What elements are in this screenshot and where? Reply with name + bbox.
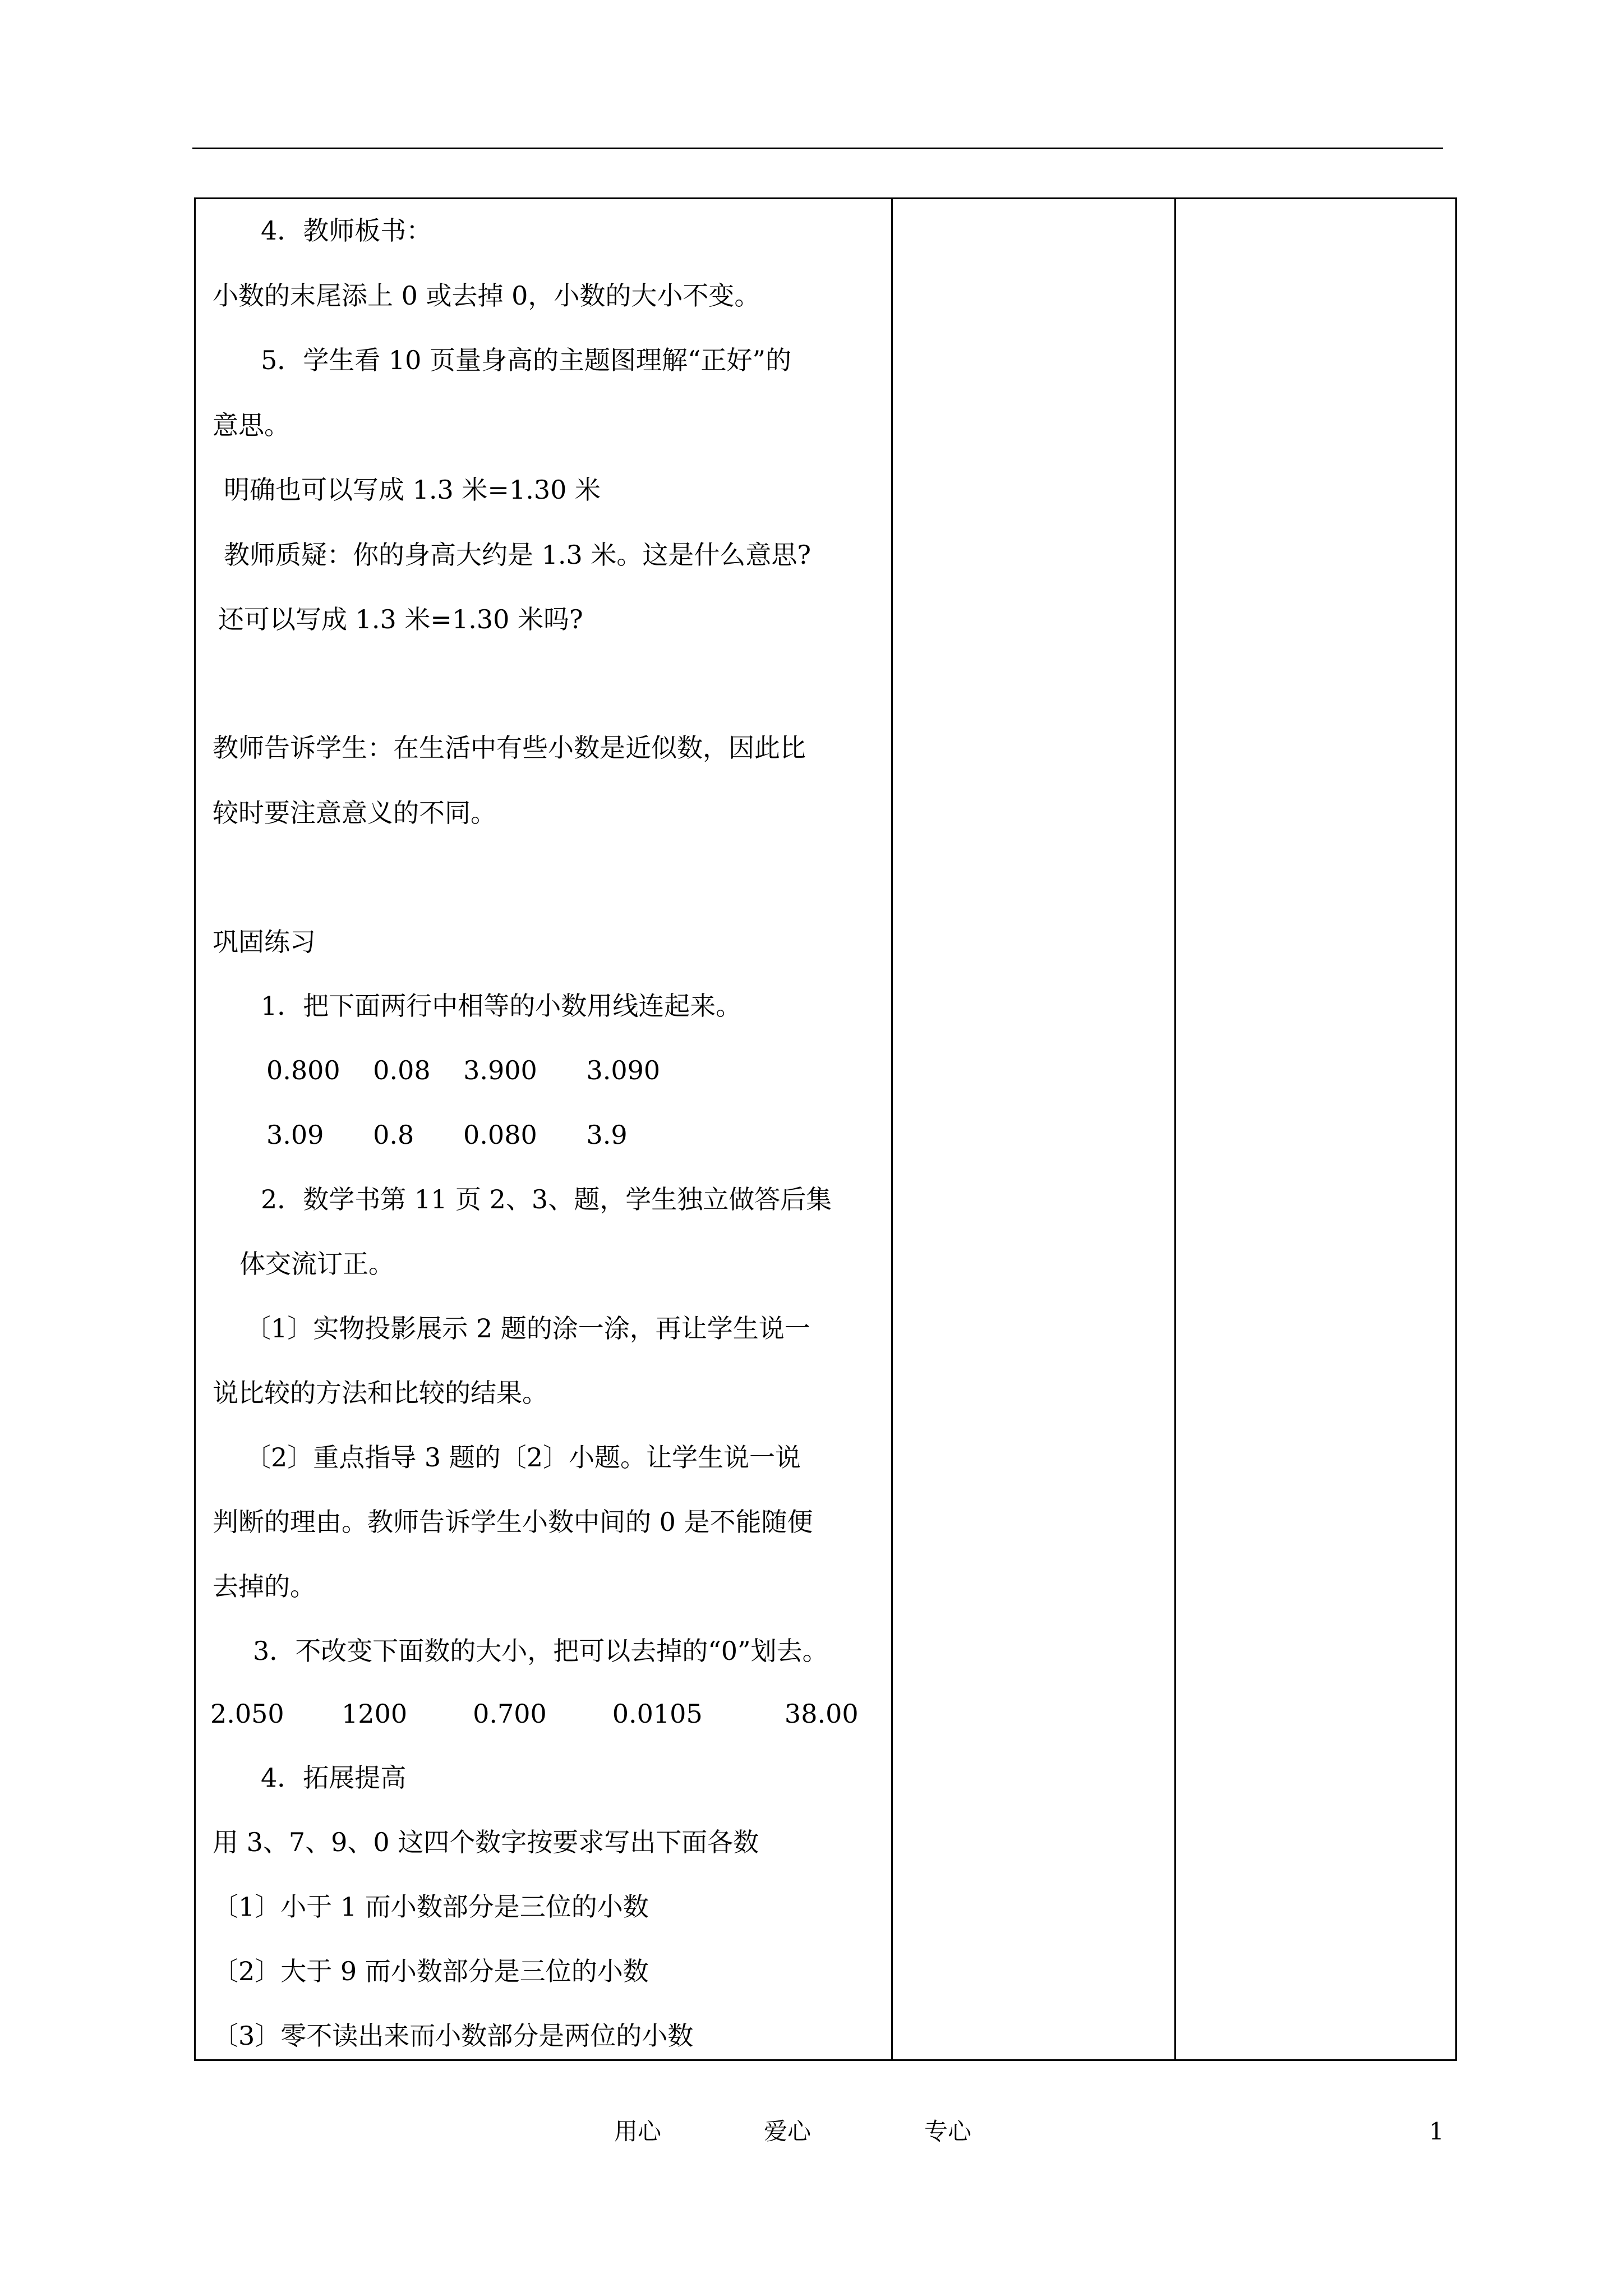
text-line: 去掉的。 [213, 1571, 316, 1602]
number-row: 0.800 0.08 3.900 3.090 [266, 1055, 661, 1085]
text-line: 2．数学书第 11 页 2、3、题，学生独立做答后集 [261, 1184, 832, 1214]
text-line: 教师告诉学生：在生活中有些小数是近似数，因此比 [213, 733, 806, 763]
footer-motto-3: 专心 [924, 2118, 972, 2145]
text-line: 教师质疑：你的身高大约是 1.3 米。这是什么意思? [224, 540, 811, 570]
text-line: 还可以写成 1.3 米=1.30 米吗? [218, 604, 583, 634]
text-line: 说比较的方法和比较的结果。 [213, 1378, 548, 1408]
header-rule [192, 148, 1443, 149]
text-line: 1．把下面两行中相等的小数用线连起来。 [261, 991, 742, 1021]
text-line: 明确也可以写成 1.3 米=1.30 米 [224, 475, 601, 505]
number-row: 2.050 1200 0.700 0.0105 38.00 [210, 1699, 859, 1729]
lesson-table [194, 197, 1457, 2061]
text-line: 较时要注意意义的不同。 [213, 798, 496, 828]
lesson-content-cell [196, 199, 891, 2059]
section-heading: 巩固练习 [213, 927, 316, 957]
text-line: 意思。 [213, 410, 290, 440]
text-line: 5．学生看 10 页量身高的主题图理解“正好”的 [261, 345, 792, 375]
text-line: 体交流订正。 [239, 1249, 394, 1279]
footer-motto-2: 爱心 [764, 2118, 811, 2145]
column-divider-2 [1174, 199, 1176, 2059]
column-divider-1 [891, 199, 893, 2059]
text-line: 用 3、7、9、0 这四个数字按要求写出下面各数 [213, 1827, 759, 1857]
text-line: 〔1〕实物投影展示 2 题的涂一涂，再让学生说一 [245, 1313, 810, 1343]
page-number: 1 [1429, 2118, 1444, 2145]
text-line: 小数的末尾添上 0 或去掉 0，小数的大小不变。 [213, 280, 760, 311]
number-row: 3.09 0.8 0.080 3.9 [266, 1120, 628, 1150]
text-line: 〔3〕零不读出来而小数部分是两位的小数 [213, 2021, 694, 2051]
footer-motto-1: 用心 [614, 2118, 662, 2145]
text-line: 3．不改变下面数的大小，把可以去掉的“0”划去。 [253, 1636, 828, 1666]
text-line: 〔2〕大于 9 而小数部分是三位的小数 [213, 1956, 649, 1986]
text-line: 判断的理由。教师告诉学生小数中间的 0 是不能随便 [213, 1507, 813, 1537]
text-line: 〔1〕小于 1 而小数部分是三位的小数 [213, 1892, 649, 1922]
text-line: 4．拓展提高 [261, 1763, 407, 1793]
text-line: 4．教师板书： [261, 215, 432, 246]
text-line: 〔2〕重点指导 3 题的〔2〕小题。让学生说一说 [245, 1442, 801, 1473]
